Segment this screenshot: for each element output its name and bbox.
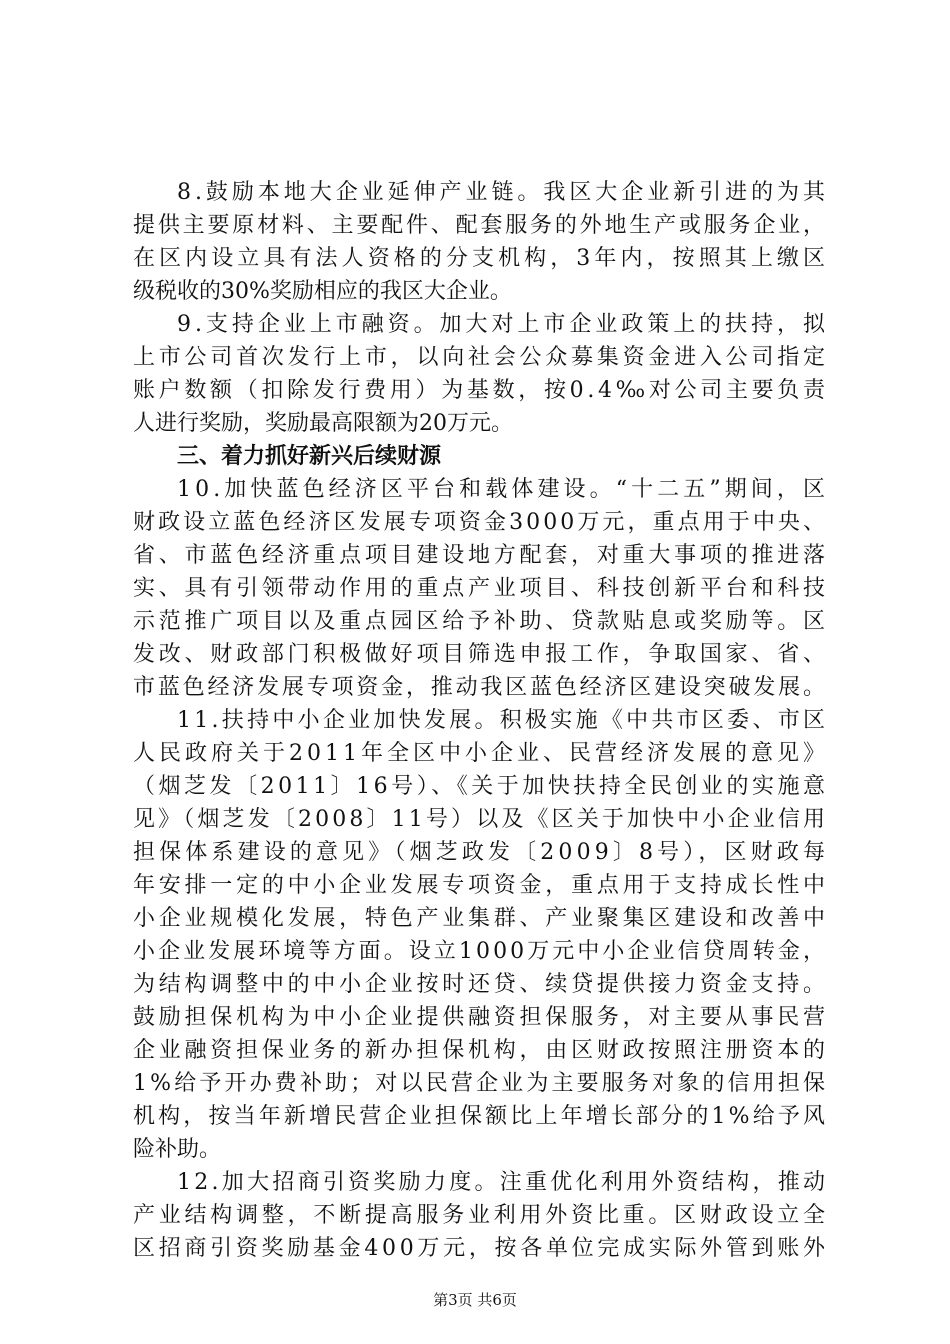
text-line: 发改、财政部门积极做好项目筛选申报工作，争取国家、省、 xyxy=(133,642,829,667)
text-line: 为结构调整中的中小企业按时还贷、续贷提供接力资金支持。 xyxy=(133,972,829,997)
text-line: 1%给予开办费补助；对以民营企业为主要服务对象的信用担保 xyxy=(133,1071,829,1096)
text-line: （烟芝发〔2011〕16号）、《关于加快扶持全民创业的实施意 xyxy=(133,774,829,799)
section-heading: 三、着力抓好新兴后续财源 xyxy=(177,444,442,469)
text-line: 险补助。 xyxy=(133,1137,222,1162)
text-line: 12.加大招商引资奖励力度。注重优化利用外资结构，推动 xyxy=(177,1170,829,1195)
text-line: 在区内设立具有法人资格的分支机构，3年内，按照其上缴区 xyxy=(133,246,830,271)
text-line: 示范推广项目以及重点园区给予补助、贷款贴息或奖励等。区 xyxy=(133,609,829,634)
text-line: 11.扶持中小企业加快发展。积极实施《中共市区委、市区 xyxy=(177,708,829,733)
text-line: 担保体系建设的意见》（烟芝政发〔2009〕8号），区财政每 xyxy=(133,840,830,865)
text-line: 10.加快蓝色经济区平台和载体建设。“十二五”期间，区 xyxy=(177,477,830,502)
text-line: 市蓝色经济发展专项资金，推动我区蓝色经济区建设突破发展。 xyxy=(133,675,828,700)
text-line: 年安排一定的中小企业发展专项资金，重点用于支持成长性中 xyxy=(133,873,829,898)
text-line: 企业融资担保业务的新办担保机构，由区财政按照注册资本的 xyxy=(133,1038,829,1063)
text-line: 人民政府关于2011年全区中小企业、民营经济发展的意见》 xyxy=(133,741,829,766)
text-line: 财政设立蓝色经济区发展专项资金3000万元，重点用于中央、 xyxy=(133,510,829,535)
text-line: 账户数额（扣除发行费用）为基数，按0.4‰对公司主要负责 xyxy=(133,378,829,403)
text-line: 9.支持企业上市融资。加大对上市企业政策上的扶持，拟 xyxy=(177,312,829,337)
text-line: 小企业规模化发展，特色产业集群、产业聚集区建设和改善中 xyxy=(133,906,829,931)
text-line: 小企业发展环境等方面。设立1000万元中小企业信贷周转金， xyxy=(133,939,829,964)
document-body xyxy=(133,176,830,1265)
text-line: 实、具有引领带动作用的重点产业项目、科技创新平台和科技 xyxy=(133,576,829,601)
text-line: 产业结构调整，不断提高服务业利用外资比重。区财政设立全 xyxy=(133,1203,829,1228)
text-line: 上市公司首次发行上市，以向社会公众募集资金进入公司指定 xyxy=(133,345,829,370)
text-line: 级税收的30%奖励相应的我区大企业。 xyxy=(133,279,512,304)
text-line: 8.鼓励本地大企业延伸产业链。我区大企业新引进的为其 xyxy=(177,180,829,205)
text-line: 区招商引资奖励基金400万元，按各单位完成实际外管到账外 xyxy=(133,1236,829,1261)
text-line: 机构，按当年新增民营企业担保额比上年增长部分的1%给予风 xyxy=(133,1104,829,1129)
text-line: 见》（烟芝发〔2008〕11号）以及《区关于加快中小企业信用 xyxy=(133,807,829,832)
text-line: 人进行奖励，奖励最高限额为20万元。 xyxy=(133,411,513,436)
text-line: 省、市蓝色经济重点项目建设地方配套，对重大事项的推进落 xyxy=(133,543,829,568)
text-line: 提供主要原材料、主要配件、配套服务的外地生产或服务企业， xyxy=(133,213,828,238)
text-line: 鼓励担保机构为中小企业提供融资担保服务，对主要从事民营 xyxy=(133,1005,829,1030)
page-footer: 第3页 共6页 xyxy=(433,1291,517,1309)
